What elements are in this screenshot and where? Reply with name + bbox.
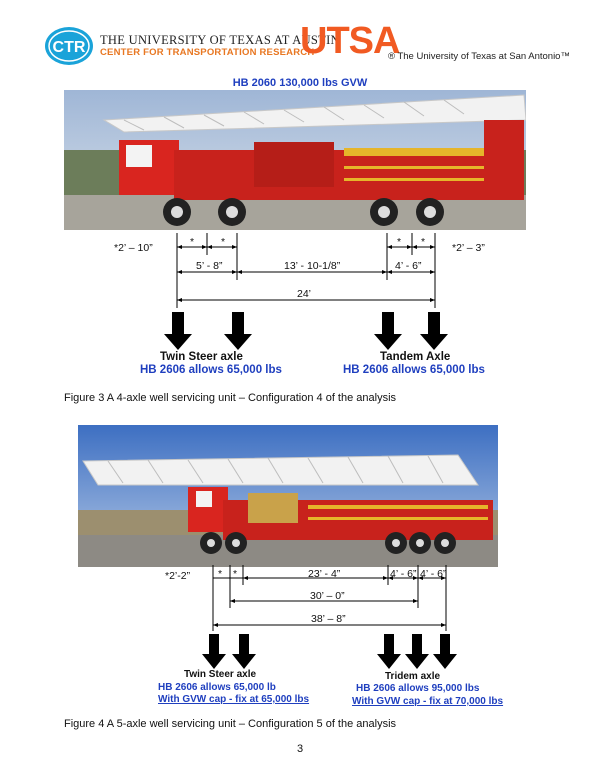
ctr-logo-text: CTR (52, 39, 86, 56)
fig3-dim-wheelbase: 13’ - 10-1/8” (284, 260, 341, 272)
utsa-logo: UTSA (300, 20, 400, 62)
fig3-group1-allowance: HB 2606 allows 65,000 lbs (140, 364, 282, 376)
fig3-right-overhang: *2’ – 3” (452, 242, 485, 254)
fig4-group1-label: Twin Steer axle (184, 669, 257, 680)
fig3-group1-label: Twin Steer axle (160, 351, 243, 363)
fig4-left-overhang: *2’-2” (165, 570, 191, 582)
figure3-caption: Figure 3 A 4-axle well servicing unit – Configuration 4 of the analysis (64, 392, 397, 404)
ctr-logo (44, 26, 94, 66)
fig4-star: * (233, 568, 238, 580)
fig3-star: * (421, 236, 426, 248)
fig4-group2-allowance: HB 2606 allows 95,000 lbs (356, 683, 480, 694)
fig4-dim-tridem-spacing-1: 4’ - 6” (390, 568, 417, 580)
fig3-dim-tandem-spacing: 4’ - 6” (395, 260, 422, 272)
fig4-star: * (218, 568, 223, 580)
fig3-dim-steer-spacing: 5’ - 8” (196, 260, 223, 272)
fig4-group1-gvw-cap: With GVW cap - fix at 65,000 lbs (158, 694, 310, 705)
ctr-university-line: THE UNIVERSITY OF TEXAS AT AUSTIN (100, 33, 340, 47)
fig4-dim-wheelbase: 23’ - 4” (308, 568, 341, 580)
ctr-center-line: CENTER FOR TRANSPORTATION RESEARCH (100, 47, 315, 58)
page-number: 3 (296, 743, 304, 755)
fig4-dim-steer-to-tridem: 30’ – 0” (310, 590, 345, 602)
utsa-subtitle: ® The University of Texas at San Antonio™ (388, 51, 570, 62)
figure3-axle-arrows (160, 310, 450, 352)
fig4-group2-label: Tridem axle (385, 671, 441, 682)
fig3-group2-allowance: HB 2606 allows 65,000 lbs (343, 364, 485, 376)
figure4-axle-arrows (202, 632, 462, 672)
figure3-title: HB 2060 130,000 lbs GVW (232, 77, 368, 89)
fig3-star: * (190, 236, 195, 248)
fig4-dim-tridem-spacing-2: 4’ - 6” (420, 568, 447, 580)
figure4-caption: Figure 4 A 5-axle well servicing unit – Configuration 5 of the analysis (64, 718, 397, 730)
figure4-photo (78, 425, 498, 567)
fig4-dim-total: 38’ – 8” (311, 613, 346, 625)
fig3-star: * (221, 236, 226, 248)
fig3-dim-total: 24’ (297, 288, 312, 300)
fig4-group2-gvw-cap: With GVW cap - fix at 70,000 lbs (352, 696, 504, 707)
fig3-left-overhang: *2’ – 10” (114, 242, 153, 254)
fig3-star: * (397, 236, 402, 248)
fig3-group2-label: Tandem Axle (380, 351, 451, 363)
fig4-group1-allowance: HB 2606 allows 65,000 lb (158, 682, 276, 693)
figure3-photo (64, 90, 526, 230)
